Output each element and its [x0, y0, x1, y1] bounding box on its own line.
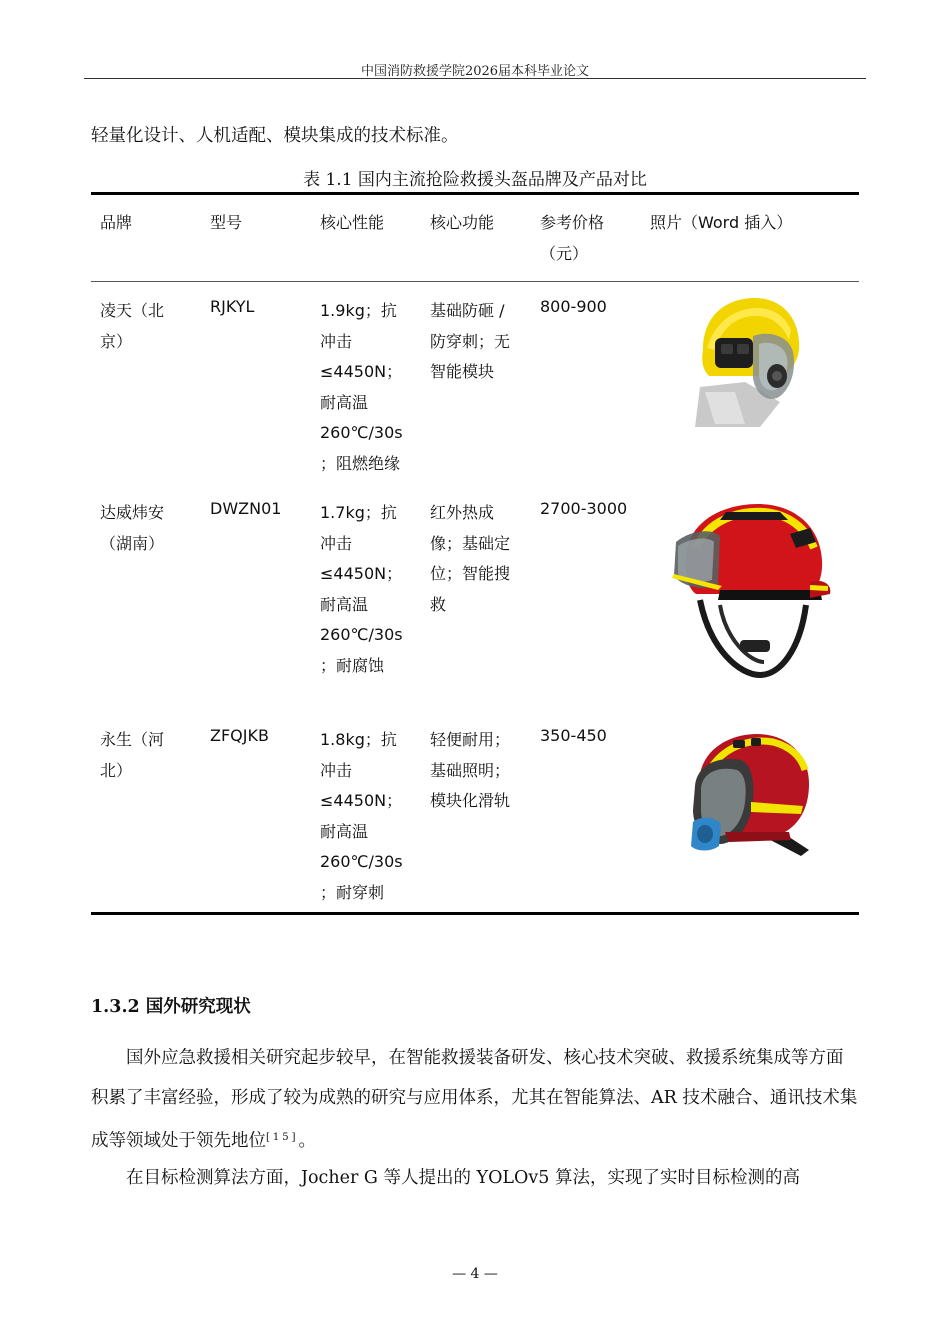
table-bottom-rule: [91, 912, 859, 915]
header-price: 参考价格 （元）: [540, 213, 605, 263]
page-number: — 4 —: [452, 1266, 498, 1282]
row2-brand: 达威炜安 （湖南）: [100, 503, 165, 553]
intro-line: 轻量化设计、人机适配、模块集成的技术标准。: [91, 126, 459, 146]
table-header-rule: [91, 281, 859, 282]
row3-model: ZFQJKB: [210, 726, 269, 745]
row1-model: RJKYL: [210, 297, 255, 316]
running-header: 中国消防救援学院2026届本科毕业论文: [360, 64, 590, 79]
header-brand: 品牌: [100, 213, 133, 232]
row1-function: 基础防砸 / 防穿刺；无 智能模块: [430, 301, 511, 381]
yellow-helmet-with-mask-icon: [685, 292, 805, 432]
citation: [15]: [266, 1132, 299, 1143]
header-performance: 核心性能: [320, 213, 385, 232]
red-helmet-with-face-shield-icon: [685, 728, 815, 860]
table-caption: 表 1.1 国内主流抢险救援头盔品牌及产品对比: [303, 170, 647, 190]
row1-price: 800-900: [540, 297, 607, 316]
row1-performance: 1.9kg；抗 冲击 ≤4450N； 耐高温 260℃/30s ；阻燃绝缘: [320, 301, 403, 473]
row3-function: 轻便耐用； 基础照明； 模块化滑轨: [430, 730, 511, 810]
red-helmet-with-goggles-icon: [660, 490, 840, 690]
header-photo: 照片（Word 插入）: [650, 213, 793, 232]
table-top-rule: [91, 192, 859, 195]
row1-brand: 凌天（北 京）: [100, 301, 165, 351]
row3-brand: 永生（河 北）: [100, 730, 165, 780]
paragraph-text: 国外应急救援相关研究起步较早，在智能救援装备研发、核心技术突破、救援系统集成等方面积累了丰富经验，形成了较为成熟的研究与应用体系，尤其在智能算法、AR 技术融合、通讯技术集成等领域处于领先地位: [91, 1048, 858, 1151]
row2-model: DWZN01: [210, 499, 282, 518]
header-rule: [84, 78, 866, 79]
row3-performance: 1.8kg；抗 冲击 ≤4450N； 耐高温 260℃/30s ；耐穿刺: [320, 730, 403, 902]
row3-price: 350-450: [540, 726, 607, 745]
row2-performance: 1.7kg；抗 冲击 ≤4450N； 耐高温 260℃/30s ；耐腐蚀: [320, 503, 403, 675]
paragraph-foreign-research: [91, 1038, 859, 1161]
paragraph-yolo: 在目标检测算法方面，Jocher G 等人提出的 YOLOv5 算法，实现了实时目标检测的高: [126, 1168, 800, 1188]
header-model: 型号: [210, 213, 243, 232]
paragraph-end: 。: [298, 1131, 317, 1151]
row2-price: 2700-3000: [540, 499, 628, 518]
section-heading: 1.3.2 国外研究现状: [91, 997, 251, 1017]
header-function: 核心功能: [430, 213, 495, 232]
row2-function: 红外热成 像；基础定 位；智能搜 救: [430, 503, 511, 614]
